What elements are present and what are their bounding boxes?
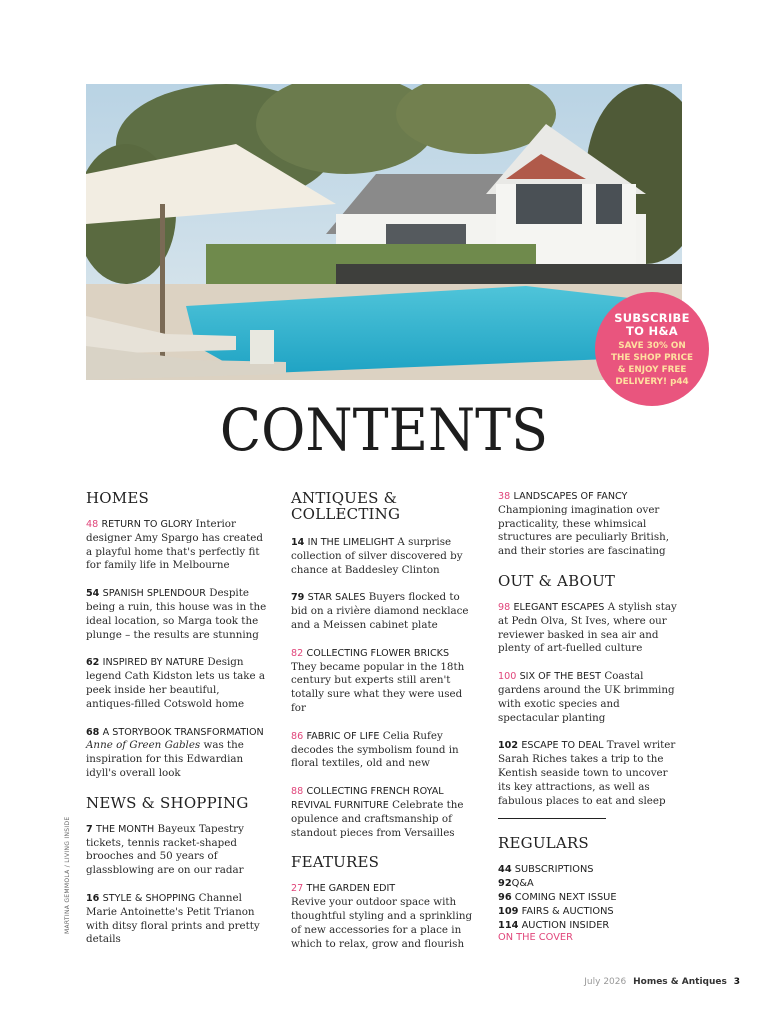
page-number: 92 [498,878,512,890]
section-heading-line: COLLECTING [291,505,401,523]
page-number: 38 [498,491,511,502]
entry-heading: COLLECTING FLOWER BRICKS [306,647,450,659]
contents-entry[interactable] [86,587,268,642]
contents-entry[interactable] [291,591,473,632]
contents-entry[interactable] [86,726,268,781]
page-number: 98 [498,601,511,613]
entry-heading: AUCTION INSIDER [521,919,610,931]
regular-item[interactable] [498,877,680,891]
contents-entry[interactable] [291,785,473,840]
page-number: 27 [291,883,304,895]
entry-heading: ESCAPE TO DEAL [521,740,604,752]
page-number: 44 [498,864,512,876]
section-heading-news: NEWS & SHOPPING [86,793,249,812]
contents-column-2 [291,490,473,965]
section-heading-antiques [291,490,473,522]
entry-text: They became popular in the 18th century but experts still aren't totally sure what they were used for [291,660,465,714]
page-number: 88 [291,786,304,798]
badge-line-2: TO H&A [626,324,678,338]
entry-text: was the inspiration for this Edwardian idyll's overall look [86,739,244,779]
entry-text: Channel Marie Antoinette's Petit Trianon with ditsy floral prints and pretty details [86,891,260,946]
page-number: 48 [86,519,99,530]
page-title: CONTENTS [219,396,549,464]
badge-line-5: & ENJOY FREE [617,365,687,375]
badge-line-3: SAVE 30% ON [618,341,686,351]
page-number: 68 [86,726,100,738]
entry-text: Buyers flocked to bid on a rivière diamond necklace and a Meissen cabinet plate [291,591,469,631]
entry-text: Despite being a ruin, this house was in the ideal location, so Marga took the plunge – the results are stunning [86,587,267,641]
entry-text: Celebrate the opulence and craftsmanship of standout pieces from Versailles [291,798,464,839]
entry-text: A surprise collection of silver discovered by chance at Baddesley Clinton [291,536,463,576]
page-number: 82 [291,647,304,659]
contents-entry[interactable] [498,739,680,808]
entry-text: Revive your outdoor space with thoughtful styling and a sprinkling of new accessories for a place in which to relax, grow and flourish [291,896,473,950]
entry-text: Celia Rufey decodes the symbolism found in floral textiles, old and new [291,729,459,770]
entry-text: Design legend Cath Kidston lets us take a peek inside her beautiful, antiques-filled Cotswold home [86,656,266,710]
entry-text: Interior designer Amy Spargo has created a playful home that's perfectly fit for family life in Melbourne [86,518,263,572]
contents-entry[interactable] [86,656,268,711]
contents-entry[interactable] [291,882,473,951]
entry-heading: THE GARDEN EDIT [306,883,396,895]
on-the-cover-label: ON THE COVER [498,932,573,944]
page-number: 7 [86,823,93,835]
contents-entry[interactable] [86,823,268,878]
section-heading-homes: HOMES [86,489,149,507]
entry-heading: COLLECTING FRENCH ROYAL REVIVAL FURNITURE [291,786,444,811]
contents-entry[interactable] [291,730,473,771]
entry-text: Coastal gardens around the UK brimming with exotic species and spectacular planting [498,670,675,724]
entry-heading: INSPIRED BY NATURE [102,657,205,669]
entry-heading: RETURN TO GLORY [101,519,193,530]
section-heading-line: ANTIQUES & [291,489,398,507]
entry-heading: STYLE & SHOPPING [102,892,196,904]
entry-text: Championing imagination over practicality, these whimsical structures are peculiarly British, and their stories are fascinating [498,503,670,558]
regular-item[interactable] [498,863,680,877]
contents-entry[interactable] [498,670,680,725]
page-number: 109 [498,905,519,917]
page-number: 16 [86,892,100,904]
badge-line-6: DELIVERY! p44 [615,377,689,387]
entry-heading: FAIRS & AUCTIONS [521,905,614,917]
entry-heading: IN THE LIMELIGHT [307,537,395,548]
entry-heading: ELEGANT ESCAPES [513,601,605,613]
page-number: 96 [498,891,512,903]
contents-entry[interactable] [291,647,473,716]
subscribe-badge[interactable] [595,292,709,406]
page-number: 100 [498,671,517,683]
hero-photo [86,84,682,380]
entry-heading: SUBSCRIPTIONS [514,864,594,876]
section-heading-features: FEATURES [291,853,380,872]
page-number: 54 [86,588,100,600]
entry-heading: A STORYBOOK TRANSFORMATION [102,726,264,738]
contents-entry[interactable] [86,892,268,947]
entry-heading: Q&A [511,878,534,890]
contents-entry[interactable] [86,518,268,573]
regular-item[interactable] [498,919,680,933]
entry-heading: THE MONTH [95,823,155,835]
page-number-footer: 3 [733,977,740,987]
contents-entry[interactable] [498,490,680,559]
issue-date: July 2026 [584,977,627,987]
entry-heading: SPANISH SPLENDOUR [102,588,206,600]
page-number: 86 [291,730,304,742]
section-heading-out-about: OUT & ABOUT [498,571,616,590]
entry-heading: STAR SALES [307,592,366,604]
page-number: 62 [86,657,100,669]
entry-text: Bayeux Tapestry tickets, tennis racket-shaped brooches and 50 years of glassblowing are on our radar [86,822,244,877]
page-number: 114 [498,919,519,931]
entry-heading: SIX OF THE BEST [519,671,602,683]
badge-line-1: SUBSCRIBE [614,311,690,325]
entry-italic-title: Anne of Green Gables [86,739,201,752]
contents-entry[interactable] [291,536,473,577]
contents-column-3 [498,490,680,943]
entry-heading: COMING NEXT ISSUE [514,891,617,903]
photo-credit: MARTINA GEMMOLA / LIVING INSIDE [64,816,71,934]
contents-entry[interactable] [498,601,680,656]
page-footer [584,977,740,987]
page-number: 102 [498,740,519,752]
regular-item[interactable] [498,905,680,919]
regular-item[interactable] [498,891,680,905]
entry-text: A stylish stay at Pedn Olva, St Ives, where our reviewer basked in sea air and plenty of art-fuelled culture [498,600,677,655]
badge-line-4: THE SHOP PRICE [610,353,694,363]
contents-column-1 [86,490,268,961]
divider [498,818,606,819]
entry-heading: FABRIC OF LIFE [306,730,380,742]
entry-heading: LANDSCAPES OF FANCY [513,491,628,502]
entry-text: Travel writer Sarah Riches takes a trip to the Kentish seaside town to uncover its key attractions, as well as fabulous places to eat and sleep [498,739,676,807]
magazine-name: Homes & Antiques [633,977,727,987]
page-number: 14 [291,537,305,548]
page-number: 79 [291,592,305,604]
section-heading-regulars: REGULARS [498,834,589,853]
